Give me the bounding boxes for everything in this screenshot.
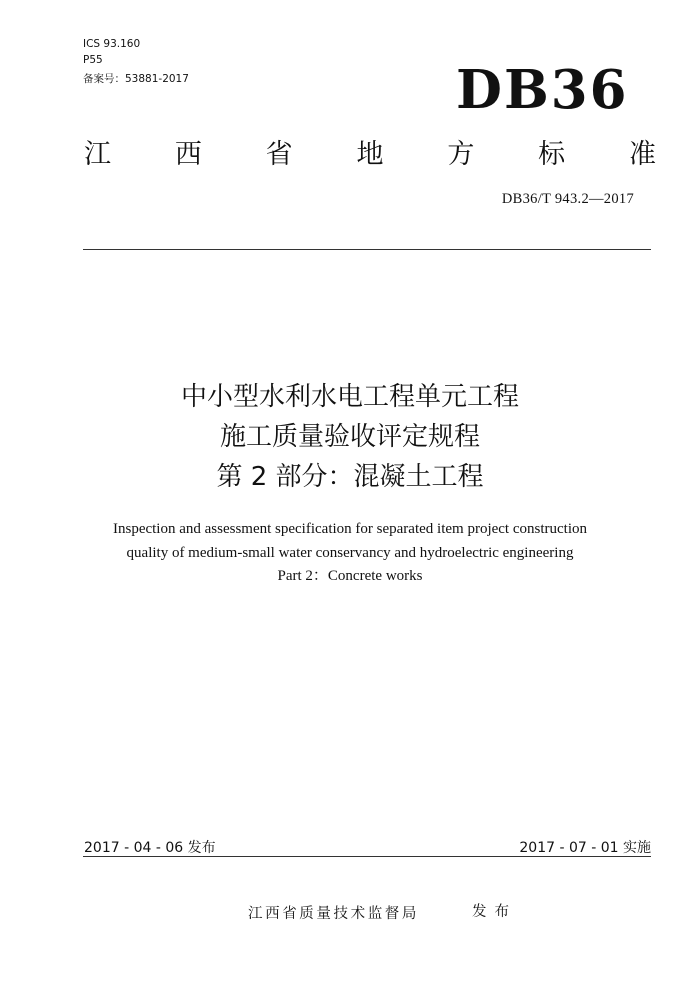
english-title [0,518,700,589]
date-row [84,837,651,857]
ics-code: ICS 93.160 [83,38,141,50]
issue-date: 2017 - 04 - 06 发布 [84,840,216,856]
classification-code: P55 [83,54,103,66]
record-number: 备案号：53881-2017 [83,73,189,85]
standard-type-char: 地 [356,139,384,170]
english-title-line-2: quality of medium-small water conservancy and hydroelectric engineering [126,544,574,561]
db-logo: DB36 [456,59,629,121]
header-divider [83,249,651,250]
chinese-title-line-2: 施工质量验收评定规程 [219,422,480,452]
standard-number: DB36/T 943.2—2017 [501,191,634,207]
standard-type-heading [84,138,656,172]
standard-type-char: 省 [265,139,293,170]
issuing-action: 发布 [472,904,517,920]
standard-type-char: 准 [628,139,656,170]
standard-type-char: 西 [174,139,202,170]
implementation-date: 2017 - 07 - 01 实施 [519,840,651,856]
standard-type-char: 方 [447,139,475,170]
english-title-line-1: Inspection and assessment specification for separated item project construction [112,521,587,537]
chinese-title-line-1: 中小型水利水电工程单元工程 [180,382,519,412]
chinese-title [0,377,700,497]
standard-type-char: 江 [84,139,111,170]
english-title-line-3: Part 2：Concrete works [277,568,423,584]
footer-divider [83,856,651,857]
standard-type-char: 标 [538,139,566,170]
chinese-title-line-3: 第 2 部分：混凝土工程 [216,462,484,492]
issuing-authority: 江西省质量技术监督局 [248,906,419,922]
